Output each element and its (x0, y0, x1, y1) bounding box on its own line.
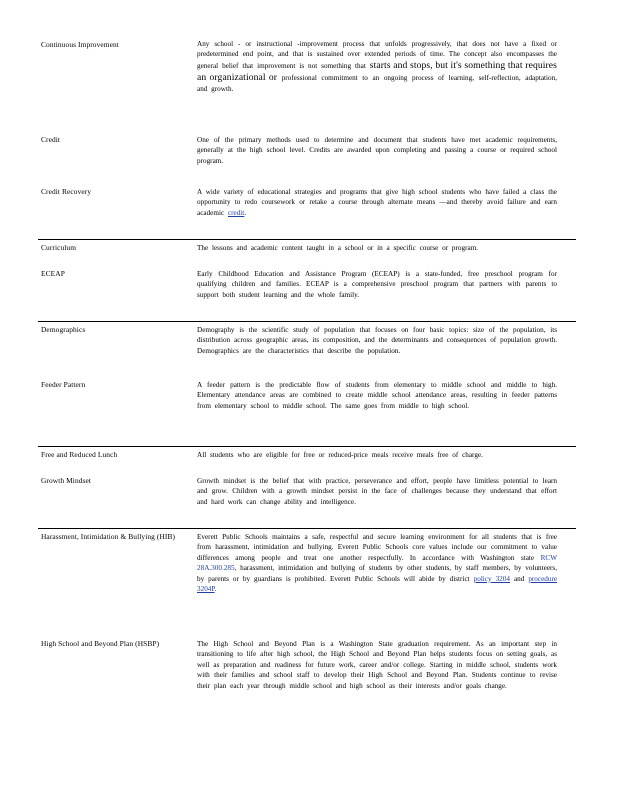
glossary-row (38, 321, 576, 376)
glossary-row (38, 636, 576, 748)
glossary-term: Demographics (41, 325, 86, 334)
definition-tail: . (214, 585, 217, 594)
glossary-term: Growth Mindset (41, 476, 92, 485)
glossary-definition: All students who are eligible for free or reduced-price meals receive meals free of charge. (197, 451, 483, 459)
glossary-row (38, 132, 576, 182)
definition-text: professional commitment to an ongoing process of learning, self-reflection, adaptation, and growth. (197, 73, 557, 93)
glossary-definition (197, 187, 557, 218)
glossary-term: ECEAP (41, 269, 65, 278)
rcw-link[interactable]: RCW 28A.300.285 (197, 553, 557, 573)
policy-link[interactable]: policy 3204 (473, 574, 510, 583)
glossary-definition: Early Childhood Education and Assistance Program (ECEAP) is a state-funded, free preschool program for qualifying children and families. ECEAP is a comprehensive preschool program that partners with parents to support both student learning and the whole family. (197, 270, 557, 299)
credit-link[interactable]: credit (227, 208, 245, 217)
definition-text: and (513, 574, 525, 583)
glossary-term: Credit (41, 135, 61, 144)
glossary-term: Credit Recovery (41, 187, 92, 196)
glossary-definition (197, 532, 557, 594)
definition-text: Everett Public Schools maintains a safe, respectful and secure learning environment for all students that is free from harassment, intimidation and bullying. Everett Public Schools core values include our commitment to value differences among people and treat one another respectfully. In accordance with Washington state (197, 533, 557, 562)
glossary-row (38, 184, 576, 238)
glossary-definition: The lessons and academic content taught in a school or in a specific course or program. (197, 244, 479, 252)
definition-text: A wide variety of educational strategies and programs that give high school students who have failed a class the opportunity to redo coursework or retake a course through alternate means —and thereby avoid failure and earn academic (197, 188, 557, 217)
glossary-term: Feeder Pattern (41, 380, 86, 389)
glossary-term: Curriculum (41, 243, 77, 252)
glossary-definition: A feeder pattern is the predictable flow of students from elementary to middle school and middle to high. Elementary attendance areas are combined to create middle school attendance areas, resulting in feeder patterns from elementary school to middle school. The same goes from middle to high school. (197, 381, 557, 410)
glossary-term: Continuous Improvement (41, 40, 119, 49)
glossary-row (38, 36, 576, 132)
glossary-row (38, 377, 576, 445)
glossary-row (38, 528, 576, 637)
procedure-link[interactable]: procedure 3204P (197, 574, 558, 594)
definition-tail: . (244, 208, 247, 217)
definition-text-large: starts and stops, but it's something that requires an organizational or (197, 59, 557, 83)
glossary-term: Free and Reduced Lunch (41, 450, 118, 459)
glossary-term: High School and Beyond Plan (HSBP) (41, 639, 160, 648)
glossary-definition: Growth mindset is the belief that with practice, perseverance and effort, people have limitless potential to learn and grow. Children with a growth mindset persist in the face of challenges because they understand that effort and hard work can change ability and intelligence. (197, 477, 557, 506)
glossary-row (38, 473, 576, 527)
glossary-term: Harassment, Intimidation & Bullying (HIB) (41, 532, 176, 541)
glossary-definition (197, 39, 557, 94)
glossary-row (38, 446, 576, 473)
glossary-row (38, 266, 576, 320)
glossary-definition: Demography is the scientific study of population that focuses on four basic topics: size of the population, its distribution across geographic areas, its composition, and the determinants and consequences of population growth. Demographics are the characteristics that describe the population. (197, 326, 557, 355)
definition-text: , harassment, intimidation and bullying of students by other students, by staff members, by volunteers, by parents or by guardians is prohibited. Everett Public Schools will abide by district (197, 564, 557, 583)
glossary-definition: The High School and Beyond Plan is a Washington State graduation requirement. As an important step in transitioning to life after high school, the High School and Beyond Plan helps students focus on setting goals, as well as preparation and readiness for future work, career and/or college. Starting in middle school, students work with their families and school staff to develop their High School and Beyond Plan. Students continue to revise their plan each year through middle school and high school as their interests and/or goals change. (197, 640, 557, 690)
glossary-row (38, 239, 576, 266)
glossary-definition: One of the primary methods used to determine and document that students have met academic requirements, generally at the high school level. Credits are awarded upon completing and passing a course or required school program. (197, 136, 557, 165)
definition-text: Any school - or instructional -improvement process that unfolds progressively, that does not have a fixed or predetermined end point, and that is sustained over extended periods of time. The concept also encompasses the general belief that improvement is not something that (197, 40, 557, 70)
